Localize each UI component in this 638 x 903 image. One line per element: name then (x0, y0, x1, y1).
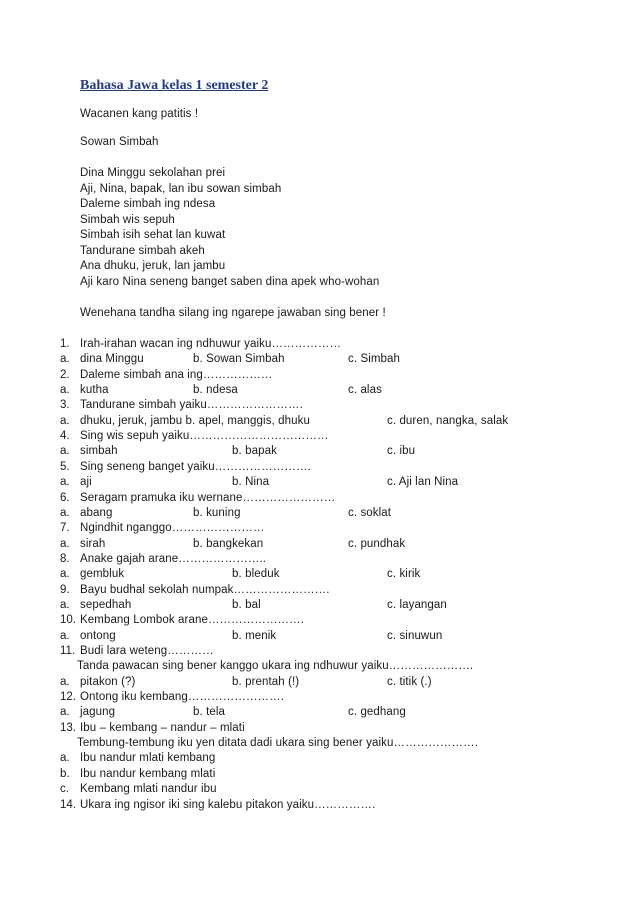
question-text: Seragam pramuka iku wernane…………………… (80, 492, 336, 504)
story-line: Ana dhuku, jeruk, lan jambu (80, 260, 226, 272)
answer-option: c. ibu (387, 445, 416, 457)
question-text: Tanda pawacan sing bener kanggo ukara ing ndhuwur yaiku…………………. (77, 660, 474, 672)
question-label: a. (60, 752, 70, 764)
question-text: ontong (80, 630, 116, 642)
question-label: 6. (60, 492, 70, 504)
question-text: Ngindhit nganggo…………………… (80, 522, 265, 534)
answer-option: b. bal (232, 599, 261, 611)
question-label: a. (60, 384, 70, 396)
question-text: aji (80, 476, 92, 488)
question-label: 1. (60, 338, 70, 350)
question-text: Ukara ing ngisor iki sing kalebu pitakon yaiku……………. (80, 799, 376, 811)
question-label: 5. (60, 461, 70, 473)
question-label: 13. (60, 722, 76, 734)
question-text: Irah-irahan wacan ing ndhuwur yaiku……………… (80, 338, 342, 350)
answer-option: c. pundhak (348, 538, 406, 550)
question-text: Anake gajah arane………………….. (80, 553, 267, 565)
question-label: 9. (60, 584, 70, 596)
answer-option: c. gedhang (348, 706, 406, 718)
story-line: Daleme simbah ing ndesa (80, 198, 216, 210)
answer-option: c. alas (348, 384, 382, 396)
answer-option: c. layangan (387, 599, 447, 611)
question-text: pitakon (?) (80, 676, 136, 688)
answer-option: b. tela (193, 706, 226, 718)
answer-option: b. kuning (193, 507, 241, 519)
answer-option: b. menik (232, 630, 277, 642)
question-text: Ontong iku kembang……………………. (80, 691, 285, 703)
instruction-answer: Wenehana tandha silang ing ngarepe jawaban sing bener ! (80, 307, 386, 319)
question-text: dina Minggu (80, 353, 144, 365)
question-text: Kembang mlati nandur ibu (80, 783, 217, 795)
story-line: Simbah isih sehat lan kuwat (80, 229, 226, 241)
question-label: a. (60, 599, 70, 611)
answer-option: b. Sowan Simbah (193, 353, 285, 365)
question-text: Kembang Lombok arane……………………. (80, 614, 305, 626)
story-line: Dina Minggu sekolahan prei (80, 167, 226, 179)
answer-option: b. prentah (!) (232, 676, 300, 688)
question-text: Sing seneng banget yaiku……………………. (80, 461, 311, 473)
question-label: a. (60, 507, 70, 519)
question-label: a. (60, 353, 70, 365)
question-text: jagung (80, 706, 116, 718)
question-label: a. (60, 676, 70, 688)
answer-option: b. ndesa (193, 384, 238, 396)
question-label: a. (60, 706, 70, 718)
question-label: 10. (60, 614, 76, 626)
question-text: Ibu nandur mlati kembang (80, 752, 216, 764)
question-label: a. (60, 538, 70, 550)
question-text: Bayu budhal sekolah numpak……………………. (80, 584, 330, 596)
answer-option: c. Aji lan Nina (387, 476, 459, 488)
story-line: Simbah wis sepuh (80, 214, 175, 226)
question-label: c. (60, 783, 69, 795)
answer-option: c. duren, nangka, salak (387, 415, 509, 427)
question-label: a. (60, 445, 70, 457)
instruction-read: Wacanen kang patitis ! (80, 108, 199, 120)
answer-option: c. titik (.) (387, 676, 432, 688)
question-text: Tandurane simbah yaiku……………………. (80, 399, 303, 411)
question-text: sepedhah (80, 599, 132, 611)
question-label: 11. (60, 645, 76, 657)
question-label: a. (60, 415, 70, 427)
question-label: a. (60, 568, 70, 580)
answer-option: b. bleduk (232, 568, 280, 580)
question-text: Tembung-tembung iku yen ditata dadi ukara sing bener yaiku…………………. (77, 737, 478, 749)
answer-option: c. soklat (348, 507, 392, 519)
question-text: Daleme simbah ana ing……………… (80, 369, 273, 381)
question-text: dhuku, jeruk, jambu b. apel, manggis, dhuku (80, 415, 310, 427)
story-line: Aji, Nina, bapak, lan ibu sowan simbah (80, 183, 282, 195)
question-text: Ibu – kembang – nandur – mlati (80, 722, 245, 734)
question-label: 12. (60, 691, 76, 703)
answer-option: b. bangkekan (193, 538, 264, 550)
question-label: 2. (60, 369, 70, 381)
document-title: Bahasa Jawa kelas 1 semester 2 (80, 78, 269, 93)
story-line: Tandurane simbah akeh (80, 245, 205, 257)
question-text: abang (80, 507, 113, 519)
question-label: 7. (60, 522, 70, 534)
question-text: kutha (80, 384, 109, 396)
question-text: sirah (80, 538, 106, 550)
question-label: b. (60, 768, 70, 780)
question-text: Ibu nandur kembang mlati (80, 768, 216, 780)
story-line: Aji karo Nina seneng banget saben dina apek who-wohan (80, 276, 380, 288)
story-title: Sowan Simbah (80, 136, 159, 148)
question-label: 4. (60, 430, 70, 442)
answer-option: c. Simbah (348, 353, 401, 365)
question-label: a. (60, 630, 70, 642)
question-label: a. (60, 476, 70, 488)
answer-option: c. kirik (387, 568, 421, 580)
answer-option: c. sinuwun (387, 630, 443, 642)
answer-option: b. bapak (232, 445, 277, 457)
question-text: gembluk (80, 568, 125, 580)
question-label: 8. (60, 553, 70, 565)
question-label: 14. (60, 799, 76, 811)
question-text: simbah (80, 445, 118, 457)
answer-option: b. Nina (232, 476, 270, 488)
question-label: 3. (60, 399, 70, 411)
question-text: Sing wis sepuh yaiku……………………………… (80, 430, 329, 442)
question-text: Budi lara weteng………… (80, 645, 214, 657)
